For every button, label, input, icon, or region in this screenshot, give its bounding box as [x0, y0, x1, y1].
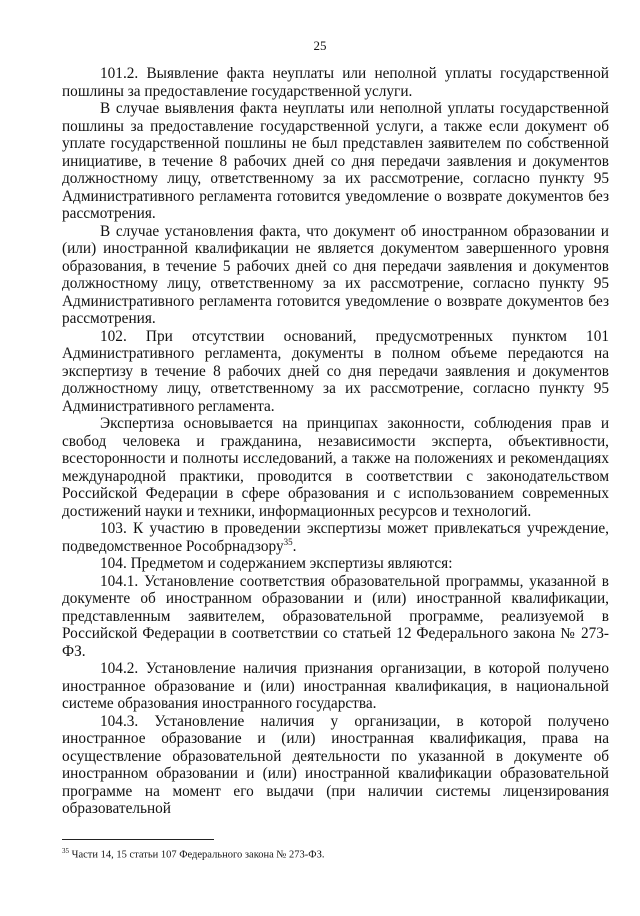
- paragraph-104: 104. Предметом и содержанием экспертизы являются:: [100, 555, 453, 572]
- paragraph-103: [62, 520, 609, 555]
- paragraph-104-3: 104.3. Установление наличия у организации, в которой получено иностранное образование и (или) иностранная квалификация, права на осуществление образовательной деятельности по указанной в документе об иностранном образовании и (или) иностранной квалификации образовательной программе на момент его выдачи (при наличии системы лицензирования образовательной: [62, 712, 609, 817]
- document-body: [62, 65, 609, 818]
- footnote-divider: [62, 839, 214, 840]
- paragraph-104-1: 104.1. Установление соответствия образовательной программы, указанной в документе об иностранном образовании и (или) иностранной квалификации, представленным заявителем, образовательной программе, реализуемой в Российской Федерации в соответствии со статьей 12 Федерального закона № 273-ФЗ.: [62, 572, 609, 660]
- footnote-text: Части 14, 15 статьи 107 Федерального закона № 273-ФЗ.: [69, 849, 325, 861]
- page-number: 25: [313, 38, 327, 53]
- footnote-reference: 35: [283, 536, 293, 547]
- paragraph-unpaid-fee: В случае выявления факта неуплаты или неполной уплаты государственной пошлины за предоставление государственной услуги, а также если документ об уплате государственной пошлины не был представлен заявителем по собственной инициативе, в течение 8 рабочих дней со дня передачи заявления и документов должностному лицу, ответственному за их рассмотрение, согласно пункту 95 Административного регламента готовится уведомление о возврате документов без рассмотрения.: [62, 100, 609, 222]
- footnote: [62, 845, 609, 862]
- paragraph-103-text: 103. К участию в проведении экспертизы может привлекаться учреждение, подведомственное Рособрнадзору: [62, 520, 609, 555]
- paragraph-104-2: 104.2. Установление наличия признания организации, в которой получено иностранное образование и (или) иностранная квалификация, в национальной системе образования иностранного государства.: [62, 660, 609, 712]
- paragraph-102: 102. При отсутствии оснований, предусмотренных пунктом 101 Административного регламента, документы в полном объеме передаются на экспертизу в течение 8 рабочих дней со дня передачи заявления и документов должностному лицу, ответственному за их рассмотрение, согласно пункту 95 Административного регламента.: [62, 327, 609, 415]
- paragraph-incomplete-level: В случае установления факта, что документ об иностранном образовании и (или) иностранной квалификации не является документом завершенного уровня образования, в течение 5 рабочих дней со дня передачи заявления и документов должностному лицу, ответственному за их рассмотрение, согласно пункту 95 Административного регламента готовится уведомление о возврате документов без рассмотрения.: [62, 222, 609, 327]
- paragraph-103-tail: .: [292, 537, 297, 555]
- footnote-marker: 35: [62, 847, 69, 855]
- paragraph-101-2: 101.2. Выявление факта неуплаты или неполной уплаты государственной пошлины за предоставление государственной услуги.: [62, 65, 609, 100]
- paragraph-expertise-principles: Экспертиза основывается на принципах законности, соблюдения прав и свобод человека и гражданина, независимости эксперта, объективности, всесторонности и полноты исследований, а также на положениях и рекомендациях международной практики, проводится в соответствии с законодательством Российской Федерации в сфере образования и с использованием современных достижений науки и техники, информационных ресурсов и технологий.: [62, 415, 609, 520]
